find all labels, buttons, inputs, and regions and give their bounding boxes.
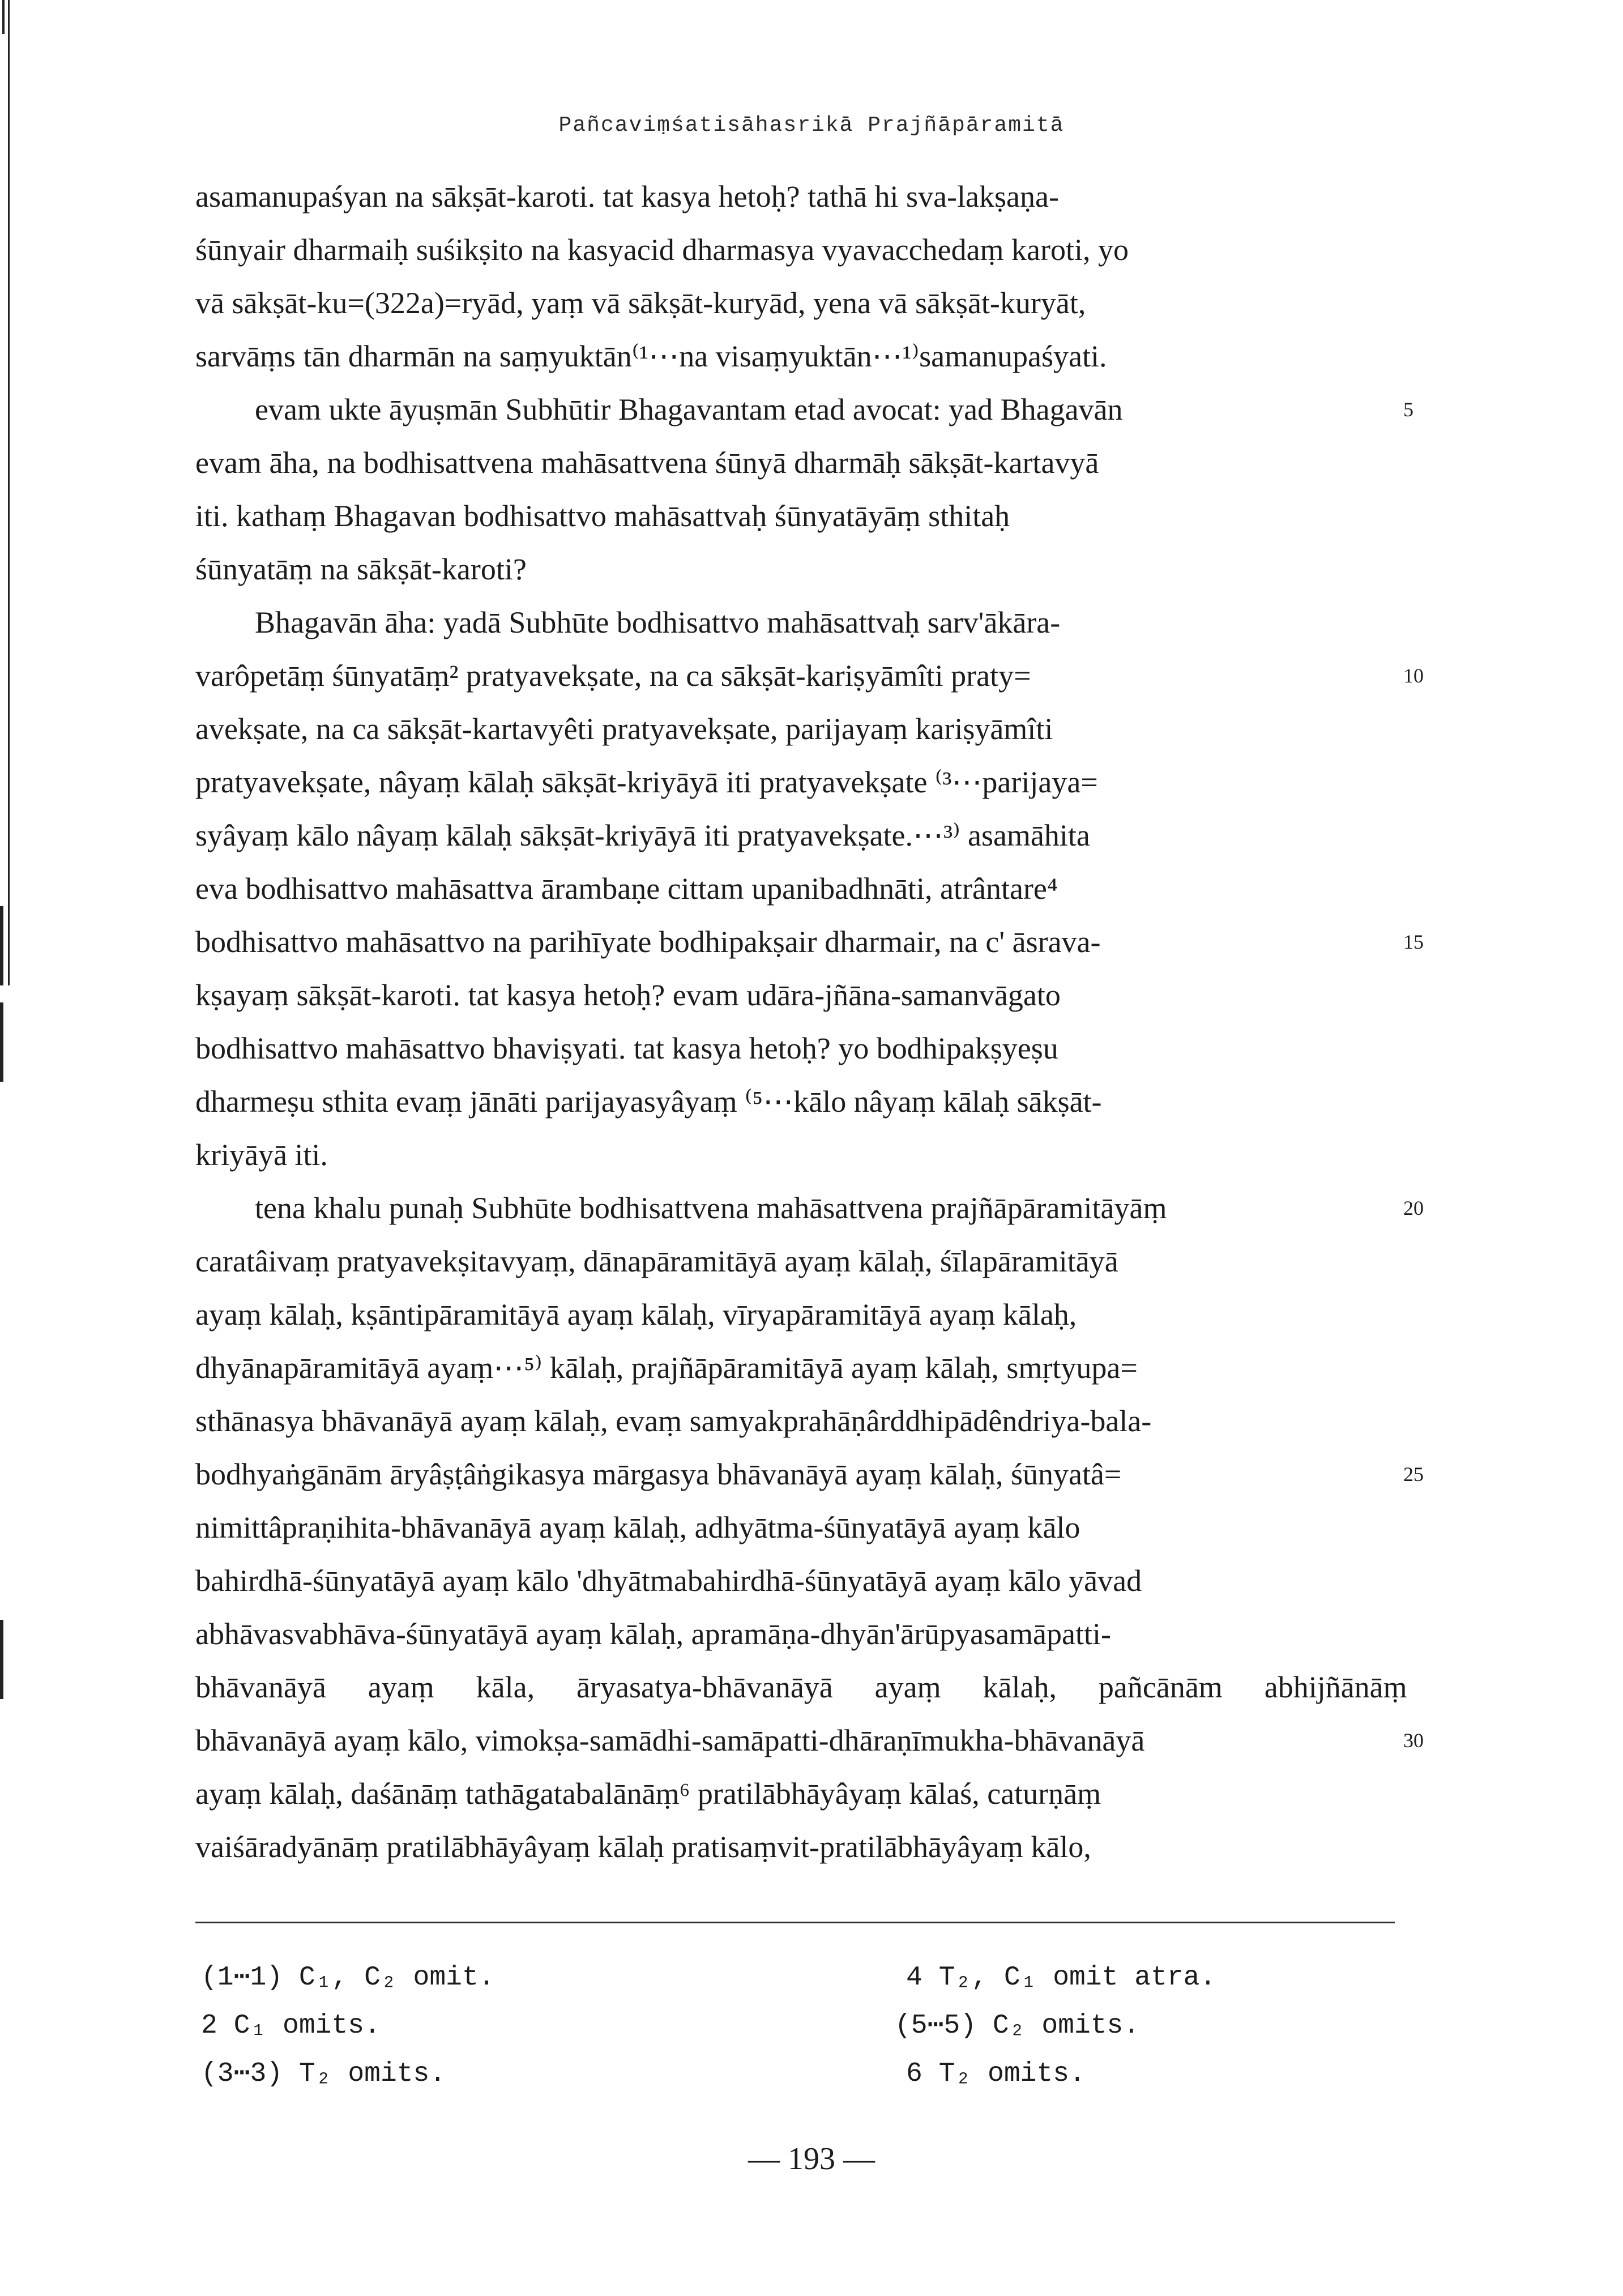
footnote: 2 C₁ omits.: [201, 2011, 381, 2041]
text-line: bhāvanāyā ayaṃ kāla, āryasatya-bhāvanāyā ayaṃ kālaḥ, pañcānām abhijñānāṃ: [195, 1670, 1407, 1704]
text-line: nimittâpraṇihita-bhāvanāyā ayaṃ kālaḥ, adhyātma-śūnyatāyā ayaṃ kālo: [195, 1510, 1080, 1544]
text-line: bodhisattvo mahāsattvo na parihīyate bodhipakṣair dharmair, na c' āsrava-: [195, 925, 1101, 959]
running-header: Pañcaviṃśatisāhasrikā Prajñāpāramitā: [558, 113, 1065, 138]
text-line: sthānasya bhāvanāyā ayaṃ kālaḥ, evaṃ samyakprahāṇârddhipādêndriya-bala-: [195, 1404, 1152, 1438]
line-number: 30: [1403, 1729, 1424, 1752]
text-line: dharmeṣu sthita evaṃ jānāti parijayasyâyaṃ ⁽⁵⋯kālo nâyaṃ kālaḥ sākṣāt-: [195, 1085, 1102, 1119]
text-line: abhāvasvabhāva-śūnyatāyā ayaṃ kālaḥ, apramāṇa-dhyān'ārūpyasamāpatti-: [195, 1617, 1111, 1651]
text-line: bodhisattvo mahāsattvo bhaviṣyati. tat kasya hetoḥ? yo bodhipakṣyeṣu: [195, 1031, 1058, 1065]
text-line: bahirdhā-śūnyatāyā ayaṃ kālo 'dhyātmabahirdhā-śūnyatāyā ayaṃ kālo yāvad: [195, 1564, 1142, 1598]
text-line: avekṣate, na ca sākṣāt-kartavyêti pratyavekṣate, parijayaṃ kariṣyāmîti: [195, 712, 1053, 746]
text-line: evam ukte āyuṣmān Subhūtir Bhagavantam etad avocat: yad Bhagavān: [255, 392, 1123, 426]
line-number: 15: [1403, 931, 1424, 953]
text-line: śūnyatāṃ na sākṣāt-karoti?: [195, 552, 527, 586]
text-line: śūnyair dharmaiḥ suśikṣito na kasyacid dharmasya vyavacchedaṃ karoti, yo: [195, 233, 1129, 267]
footnote: (5⋯5) C₂ omits.: [895, 2011, 1140, 2041]
text-line: eva bodhisattvo mahāsattva ārambaṇe cittam upanibadhnāti, atrântare⁴: [195, 872, 1058, 906]
text-line: caratâivaṃ pratyavekṣitavyaṃ, dānapāramitāyā ayaṃ kālaḥ, śīlapāramitāyā: [195, 1244, 1118, 1278]
text-line: asamanupaśyan na sākṣāt-karoti. tat kasya hetoḥ? tathā hi sva-lakṣaṇa-: [195, 180, 1059, 214]
footnote: (1⋯1) C₁, C₂ omit.: [201, 1962, 495, 1993]
text-line: ayaṃ kālaḥ, kṣāntipāramitāyā ayaṃ kālaḥ, vīryapāramitāyā ayaṃ kālaḥ,: [195, 1298, 1077, 1331]
text-line: vā sākṣāt-ku=(322a)=ryād, yaṃ vā sākṣāt-kuryād, yena vā sākṣāt-kuryāt,: [195, 286, 1086, 320]
line-number: 10: [1403, 664, 1424, 687]
text-line: Bhagavān āha: yadā Subhūte bodhisattvo mahāsattvaḥ sarv'ākāra-: [255, 605, 1061, 639]
binding-edge: [0, 0, 8, 2296]
text-line: ayaṃ kālaḥ, daśānāṃ tathāgatabalānāṃ⁶ pratilābhāyâyaṃ kālaś, caturṇāṃ: [195, 1777, 1101, 1811]
line-number: 25: [1403, 1463, 1424, 1486]
text-line: kṣayaṃ sākṣāt-karoti. tat kasya hetoḥ? evam udāra-jñāna-samanvāgato: [195, 978, 1061, 1012]
line-number: 20: [1403, 1197, 1424, 1219]
text-line: kriyāyā iti.: [195, 1138, 328, 1172]
footnote: 6 T₂ omits.: [906, 2059, 1086, 2089]
line-number: 5: [1403, 398, 1413, 421]
text-line: tena khalu punaḥ Subhūte bodhisattvena mahāsattvena prajñāpāramitāyāṃ: [255, 1191, 1167, 1225]
text-line: iti. kathaṃ Bhagavan bodhisattvo mahāsattvaḥ śūnyatāyāṃ sthitaḥ: [195, 499, 1010, 533]
footnote-rule: [195, 1922, 1395, 1923]
text-line: bodhyaṅgānām āryâṣṭâṅgikasya mārgasya bhāvanāyā ayaṃ kālaḥ, śūnyatâ=: [195, 1457, 1122, 1491]
text-line: evam āha, na bodhisattvena mahāsattvena śūnyā dharmāḥ sākṣāt-kartavyā: [195, 446, 1099, 480]
text-line: dhyānapāramitāyā ayaṃ⋯⁵⁾ kālaḥ, prajñāpāramitāyā ayaṃ kālaḥ, smṛtyupa=: [195, 1351, 1138, 1385]
footnote: 4 T₂, C₁ omit atra.: [906, 1962, 1216, 1993]
text-line: pratyavekṣate, nâyaṃ kālaḥ sākṣāt-kriyāyā iti pratyavekṣate ⁽³⋯parijaya=: [195, 765, 1098, 799]
text-line: syâyaṃ kālo nâyaṃ kālaḥ sākṣāt-kriyāyā iti pratyavekṣate.⋯³⁾ asamāhita: [195, 818, 1090, 852]
text-line: bhāvanāyā ayaṃ kālo, vimokṣa-samādhi-samāpatti-dhāraṇīmukha-bhāvanāyā: [195, 1723, 1145, 1757]
text-line: varôpetāṃ śūnyatāṃ² pratyavekṣate, na ca sākṣāt-kariṣyāmîti praty=: [195, 659, 1031, 693]
text-line: sarvāṃs tān dharmān na saṃyuktān⁽¹⋯na visaṃyuktān⋯¹⁾samanupaśyati.: [195, 339, 1107, 373]
text-line: vaiśāradyānāṃ pratilābhāyâyaṃ kālaḥ pratisaṃvit-pratilābhāyâyaṃ kālo,: [195, 1830, 1091, 1864]
footnote: (3⋯3) T₂ omits.: [201, 2059, 446, 2089]
page-number: — 193 —: [748, 2141, 875, 2176]
